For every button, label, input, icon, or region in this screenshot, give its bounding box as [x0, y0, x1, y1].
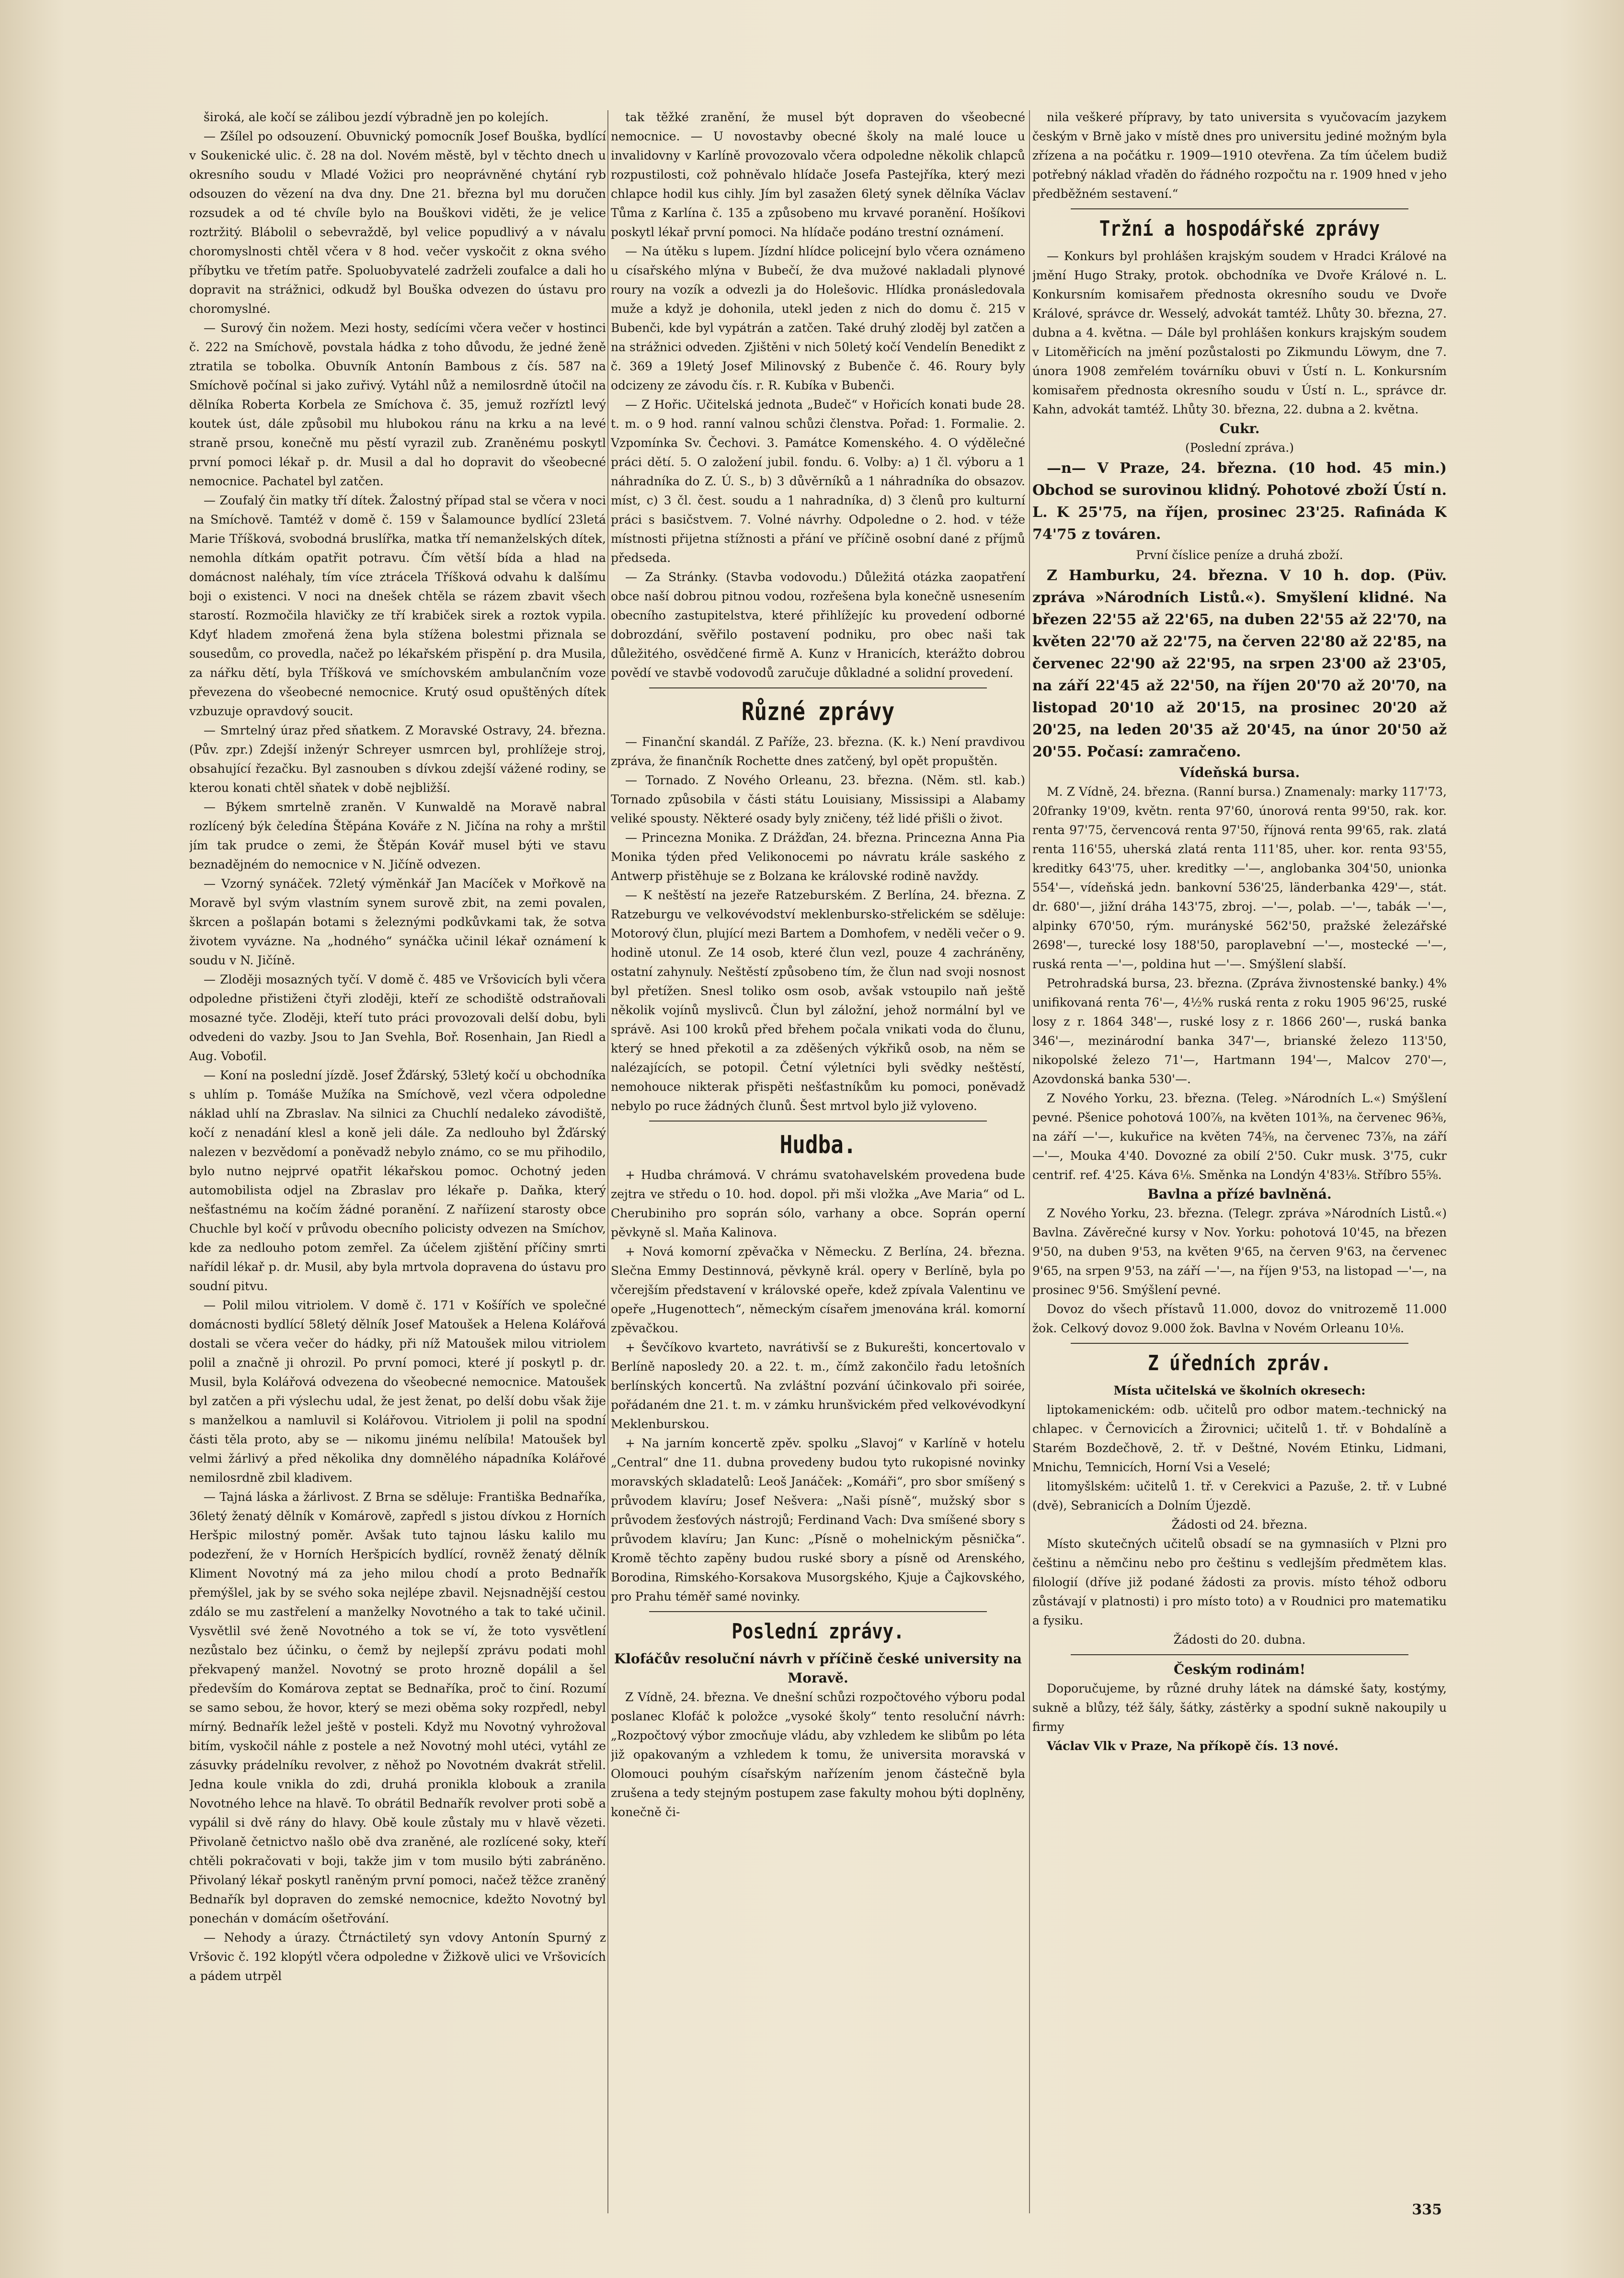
paragraph: — Nehody a úrazy. Čtrnáctiletý syn vdovy Antonín Spurný z Vršovic č. 192 klopýtl včera odpoledne v Žižkově ulici ve Vršovicích a pádem utrpěl [189, 1931, 606, 1983]
paragraph: + Ševčíkovo kvarteto, navrátivší se z Bukurešti, koncertovalo v Berlíně naposledy 20. a 22. t. m., čímž zakončilo řadu letošních berlínských koncertů. Na zvláštní pozvání účinkovalo při soirée, pořádaném dne 21. t. m. v zámku hrunšvickém před velkovévodkyní Meklenburskou. [611, 1340, 1025, 1431]
paragraph: — Princezna Monika. Z Drážďan, 24. března. Princezna Anna Pia Monika týden před Velikonocemi po návratu krále saského z Antwerp přistěhuje se z Bolzana ke královské rodině navždy. [611, 831, 1025, 883]
paragraph: Z Vídně, 24. března. Ve dnešní schůzi rozpočtového výboru podal poslanec Klofáč k položce „vysoké školy“ tento resoluční návrh: „Rozpočtový výbor zmocňuje vládu, aby vzhledem ke slibům po léta již opakovaným a vzhledem k tomu, že universita moravská v Olomouci pouhým císařským nařízením jenom částečně byla zrušena a tedy stejným postupem zase fakulty mohou býti doplněny, konečně či- [611, 1690, 1025, 1819]
article-title: Klofáčův resoluční návrh v příčině české university na Moravě. [614, 1651, 1022, 1686]
paragraph: —n— V Praze, 24. března. (10 hod. 45 min.) Obchod se surovinou klidný. Pohotové zboží Ústí n. L. K 25'75, na říjen, prosinec 23'25. Rafináda K 74'75 z továren. [1032, 460, 1447, 543]
paragraph: Místa učitelská ve školních okresech: [1113, 1384, 1366, 1397]
paragraph: Žádosti do 20. dubna. [1173, 1633, 1306, 1647]
article-title-videnska-bursa: Vídeňská bursa. [1179, 765, 1300, 780]
section-title-posledni-zpravy: Poslední zprávy. [732, 1619, 904, 1644]
paragraph: liptokamenickém: odb. učitelů pro odbor matem.-technický na chlapec. v Černovicích a Žirovnici; učitelů 1. tř. v Bohdalíně a Starém Bozdečhově, 2. tř. v Deštné, Novém Etinku, Lidmani, Mnichu, Temnicích, Horní Vsi a Veselé; [1032, 1403, 1447, 1474]
paragraph: Petrohradská bursa, 23. března. (Zpráva živnostenské banky.) 4% unifikovaná renta 76'—, 4½% ruská renta z roku 1905 96'25, ruské losy z r. 1864 348'—, ruské losy z r. 1866 260'—, ruská banka 346'—, mezinárodní banka 347'—, brianské železo 113'50, nikopolské železo 71'—, Hartmann 194'—, Malcov 270'—, Azovdonská banka 530'—. [1032, 976, 1447, 1086]
article-title-cukr: Cukr. [1219, 421, 1260, 436]
paragraph: — Na útěku s lupem. Jízdní hlídce policejní bylo včera oznámeno u císařského mlýna v Bubečí, že dva mužové nakladali plynové roury na vozík a odvezli ja do Holešovic. Hlídka pronásledovala muže a když je dohonila, utekl jeden z nich do domu č. 215 v Bubenči, kde byl vypátrán a zatčen. Také druhý zloděj byl zatčen a na strážnici odveden. Zjištěni v nich 50letý kočí Vendelín Benedikt z č. 369 a 19letý Josef Milinovský z Bubenče č. 46. Roury byly odcizeny ze závodu čís. r. R. Kubíka v Bubenči. [611, 244, 1025, 392]
paragraph: Z Nového Yorku, 23. března. (Teleg. »Národních L.«) Smýšlení pevné. Pšenice pohotová 100⅞, na květen 101⅜, na červenec 96⅜, na září —'—, kukuřice na květen 74⅝, na červenec 73⅞, na září —'—, Mouka 4'40. Dovozné za obilí 2'50. Cukr musk. 3'75, cukr centrif. ref. 4'25. Káva 6⅛. Směnka na Londýn 4'83⅛. Stříbro 55⅝. [1032, 1091, 1447, 1182]
paragraph: Z Hamburku, 24. března. V 10 h. dop. (Püv. zpráva »Národních Listů.«). Smyšlení klidné. Na březen 22'55 až 22'65, na duben 22'55 až 22'70, na květen 22'70 až 22'75, na červen 22'80 až 22'85, na červenec 22'90 až 22'95, na srpen 23'00 až 23'05, na září 22'45 až 22'50, na říjen 20'70 až 20'70, na listopad 20'10 až 20'15, na prosinec 20'20 až 20'25, na leden 20'35 až 20'45, na únor 20'50 až 20'55. Počasí: zamračeno. [1032, 567, 1447, 760]
section-title-hudba: Hudba. [779, 1131, 857, 1159]
paragraph: Dovoz do všech přístavů 11.000, dovoz do vnitrozemě 11.000 žok. Celkový dovoz 9.000 žok. Bavlna v Novém Orleanu 10⅛. [1032, 1302, 1447, 1335]
paragraph: — Býkem smrtelně zraněn. V Kunwaldě na Moravě nabral rozlícený býk čeledína Štěpána Kováře z N. Jičína na rohy a mrštil jím tak prudce o zemi, že Štěpán Kovář musel býti ve stavu beznadějném do nemocnice v N. Jičíně odvezen. [189, 800, 606, 871]
paragraph: — Za Stránky. (Stavba vodovodu.) Důležitá otázka zaopatření obce naší dobrou pitnou vodou, rozřešena byla konečně usnesením obecního zastupitelstva, které přihlížejíc ku provedení odborné dobrozdání, svěřilo postavení podniku, pro obec naši tak důležitého, osvědčené firmě A. Kunz v Hranicích, kterážto dobrou povědí ve stavbě vodovodů zaručuje důkladné a solidní provedení. [611, 570, 1025, 680]
section-title-trzni-zpravy: Tržní a hospodářské zprávy [1099, 217, 1380, 241]
paragraph: První číslice peníze a druhá zboží. [1136, 548, 1343, 562]
paragraph: široká, ale kočí se zálibou jezdí výbradně jen po kolejích. [204, 110, 549, 124]
paragraph: Místo skutečných učitelů obsadí se na gymnasiích v Plzni pro češtinu a němčinu nebo pro češtinu s vedlejším předmětem klas. filologií (dříve již podané žádosti za provis. místo téhož odboru zůstávají v platnosti) i pro místo toto) a v Roudnici pro matematiku a fysiku. [1032, 1537, 1447, 1627]
paragraph: — Zloději mosazných tyčí. V domě č. 485 ve Vršovicích byli včera odpoledne přistiženi čtyři zloději, kteří ze schodiště odstraňovali mosazné tyče. Zloději, kteří tuto práci provozovali delší dobu, byli odvedeni do vazby. Jsou to Jan Svehla, Boř. Rosenhain, Jan Riedl a Aug. Voboťil. [189, 973, 606, 1063]
divider [649, 687, 987, 688]
article-title-ceskym-rodinam: Českým rodinám! [1174, 1661, 1305, 1677]
article-subtitle: (Poslední zpráva.) [1185, 441, 1294, 455]
divider [1071, 208, 1408, 209]
paragraph: — Tajná láska a žárlivost. Z Brna se sděluje: Františka Bednaříka, 36letý ženatý dělník v Komárově, zapředl s jistou dívkou z Horních Heršpic milostný poměr. Avšak tuto tajnou lásku kalilo mu podezření, že v Horních Heršpicích bydlící, rovněž ženatý dělník Kliment Novotný má za jeho milou chodí a proto Bednařík přemýšlel, jak by se svého soka nejlépe zbavil. Nejsnadnější cestou zdálo se mu zastřelení a manželky Novotného a tak to také učinil. Vysvětlil své ženě Novotného a tok se ví, že toto vysvětlení nezůstalo bez účinku, o čemž by nejlepší zprávu podati mohl překvapený manžel. Novotný se proto hrozně dopálil a šel především do Komárova zeptat se Bednaříka, proč to činí. Rozumí se samo sebou, že hovor, který se mezi oběma soky rozpředl, nebyl mírný. Bednařík ležel ještě v posteli. Když mu Novotný vyhrožoval bitím, vyskočil náhle z postele a než Novotný mohl utéci, vytáhl ze zásuvky prádelníku revolver, z něhož po Novotném dvakrát střelil. Jedna koule vnikla do zdi, druhá pronikla klobouk a zranila Novotného lehce na hlavě. To obrátil Bednařík revolver proti sobě a vypálil si dvě rány do hlavy. Obě koule zůstaly mu v hlavě vězeti. Přivolaně četnictvo našlo obě dva zraněné, ale rozlícené soky, kteří chtěli pokračovati v boji, takže jim v tom musilo býti zabráněno. Přivolaný lékař poskytl raněným první pomoci, načež těžce zraněný Bednařík byl dopraven do zemské nemocnice, kdežto Novotný byl ponechán v domácím ošetřování. [189, 1490, 606, 1925]
section-title-ruzne-zpravy: Různé zprávy [741, 698, 895, 726]
divider [649, 1121, 987, 1122]
paragraph: litomyšlském: učitelů 1. tř. v Cerekvici a Pazuše, 2. tř. v Lubné (dvě), Sebranicích a Dolním Újezdě. [1032, 1479, 1447, 1512]
section-title-z-uradnich-zprav: Z úředních zpráv. [1148, 1351, 1331, 1375]
article-title-bavlna: Bavlna a přízé bavlněná. [1147, 1186, 1332, 1202]
paragraph: — K neštěstí na jezeře Ratzeburském. Z Berlína, 24. března. Z Ratzeburgu ve velkovévodství meklenbursko-střelickém se sděluje: Motorový člun, plující mezi Bartem a Domhofem, v neděli večer o 9. hodině utonul. Ze 14 osob, které člun vezl, pouze 4 zachráněny, ostatní zahynuly. Neštěstí způsobeno tím, že člun nad svoji nosnost byl přetížen. Snesl toliko osm osob, avšak vstoupilo naň ještě několik vojínů myslivců. Člun byl záložní, jehož normální byl ve správě. Asi 100 kroků před břehem počala vnikati voda do člunu, který se hned překotil a za zděšených výkřiků osob, na něm se nalézajících, se potopil. Četní výletníci byli svědky neštěstí, nemohouce nikterak přispěti nešťastníkům ku pomoci, poněvadž nebylo po ruce žádných člunů. Šest mrtvol bylo již vyloveno. [611, 888, 1025, 1113]
paragraph: tak těžké zranění, že musel být dopraven do všeobecné nemocnice. — U novostavby obecné školy na malé louce u invalidovny v Karlíně provozovalo včera odpoledne několik chlapců rozpustilosti, což pohněvalo hlídače Josefa Pastejříka, který mezi chlapce hodil kus cihly. Jím byl zasažen 6letý synek dělníka Václav Tůma z Karlína č. 135 a způsobeno mu krvavé poranění. Hošíkovi poskytl lékař první pomoci. Na hlídače podáno trestní oznámení. [611, 110, 1025, 239]
paragraph: — Vzorný synáček. 72letý výměnkář Jan Macíček v Mořkově na Moravě byl svým vlastním synem surově zbit, na zemi povalen, škrcen a pošlapán botami s železnými podkůvkami tak, že sotva životem vyvázne. Na „hodného“ synáčka učinil lékař oznámení k soudu v N. Jičíně. [189, 877, 606, 967]
paragraph: M. Z Vídně, 24. března. (Ranní bursa.) Znamenaly: marky 117'73, 20franky 19'09, květn. renta 97'60, únorová renta 99'50, rak. kor. renta 97'75, červencová renta 97'50, říjnová renta 99'65, rak. zlatá renta 116'55, uherská zlatá renta 111'85, uher. kor. renta 93'55, kreditky 643'75, uher. kreditky —'—, anglobanka 304'50, unionka 554'—, vídeňská jedn. bankovní 536'25, länderbanka 429'—, stát. dr. 680'—, jižní dráha 143'75, zbroj. —'—, polab. —'—, tabák —'—, alpinky 670'50, rým. murányské 562'50, pražské železářské 2698'—, turecké losy 188'50, paroplavební —'—, mostecké —'—, ruská renta —'—, poldina hut —'—. Smýšlení slabší. [1032, 785, 1447, 971]
paragraph: — Zoufalý čin matky tří dítek. Žalostný případ stal se včera v noci na Smíchově. Tamtéž v domě č. 159 v Šalamounce bydlící 23letá Marie Tříšková, svobodná bruslířka, matka tří nemanželských dítek, nemohla dítkám opatřit potravu. Čím větší bída a hlad na domácnost naléhaly, tím více ztrácela Tříšková odvahu k dalšímu boji o existenci. V noci na dnešek chtěla se rázem zbavit všech starostí. Rozmočila hlavičky ze tří krabiček sirek a roztok vypila. Kdyť hladem zmořená žena byla stížena bolestmi přiznala se sousedům, co provedla, načež po lékařském přispění p. dra Musila, za nářku dětí, byla Tříšková ve smíchovském ambulančním voze převezena do všeobecné nemocnice. Krutý osud opuštěných dítek vzbuzuje opravdový soucit. [189, 493, 606, 718]
paragraph: — Polil milou vitriolem. V domě č. 171 v Košířích ve společné domácnosti bydlící 58letý dělník Josef Matoušek a Helena Kolářová dostali se včera večer do hádky, při níž Matoušek milou vitriolem polil a značně ji ohrozil. Po první pomoci, které jí poskytl p. dr. Musil, byla Kolářová odvezena do všeobecné nemocnice. Matoušek byl zatčen a při výslechu udal, že jest ženat, po delší dobu však žije s manželkou a namluvil si Kolářovou. Vitriolem ji polil na spodní části těla proto, aby se — nikomu jinému nelíbila! Matoušek byl velmi žárlivý a před několika dny domnělého nápadníka Kolářové nemilosrdně zbil kladivem. [189, 1298, 606, 1485]
column-rule [607, 110, 608, 2213]
column-3 [1032, 108, 1447, 2225]
paragraph: — Finanční skandál. Z Paříže, 23. března. (K. k.) Není pravdivou zpráva, že finančník Rochette dnes zatčený, byl opět propuštěn. [611, 735, 1025, 768]
paragraph: nila veškeré přípravy, by tato universita s vyučovacím jazykem českým v Brně jako v místě dnes pro universitu jediné možným byla zřízena a na počátku r. 1909—1910 otevřena. Za tím účelem budiž potřebný náklad vřaděn do řádného rozpočtu na r. 1909 hned v jeho předběžném sestavení.“ [1032, 110, 1447, 201]
paragraph: — Tornado. Z Nového Orleanu, 23. března. (Něm. stl. kab.) Tornado způsobila v části státu Louisiany, Mississipi a Alabamy veliké spousty. Některé osady byly zničeny, též lidé přišli o život. [611, 773, 1025, 825]
divider [649, 1611, 987, 1612]
divider [1071, 1343, 1408, 1344]
paragraph: + Nová komorní zpěvačka v Německu. Z Berlína, 24. března. Slečna Emmy Destinnová, pěvkyně král. opery v Berlíně, byla po včerejším představení v královské opeře, kdež zpívala Valentinu ve opeře „Hugenottech“, německým císařem jmenována král. komorní zpěvačkou. [611, 1245, 1025, 1335]
firm-name: Václav Vlk v Praze, Na příkopě čís. 13 nové. [1047, 1739, 1338, 1753]
paragraph: — Surový čin nožem. Mezi hosty, sedícími včera večer v hostinci č. 222 na Smíchově, povstala hádka z toho důvodu, že jedné ženě ztratila se tobolka. Obuvník Antonín Bambous z čís. 587 na Smíchově počínal si jako zuřivý. Vytáhl nůž a nemilosrdně útočil na dělníka Roberta Korbela ze Smíchova č. 35, jemuž rozříztl levý koutek úst, dále způsobil mu hlubokou ránu na krku a na levé straně prsou, konečně mu pěstí vyrazil zub. Zraněnému poskytl první pomoci lékař p. dr. Musil a dal ho dopravit do všeobecné nemocnice. Pachatel byl zatčen. [189, 321, 606, 488]
paragraph: — Konkurs byl prohlášen krajským soudem v Hradci Králové na jmění Hugo Straky, protok. obchodníka ve Dvoře Králové n. L. Konkursním komisařem přednosta okresního soudu ve Dvoře Králové, správce dr. Wesselý, advokát tamtéž. Lhůty 30. března, 27. dubna a 4. května. — Dále byl prohlášen konkurs krajským soudem v Litoměřicích na jmění pozůstalosti po Zikmundu Löwym, dne 7. února 1908 zemřelém továrníku obuvi v Ústí n. L. Konkursním komisařem přednosta okresního soudu v Ústí n. L., správce dr. Kahn, advokát tamtéž. Lhůty 30. března, 22. dubna a 2. května. [1032, 249, 1447, 416]
paragraph: — Z Hořic. Učitelská jednota „Budeč“ v Hořicích konati bude 28. t. m. o 9 hod. ranní valnou schůzi členstva. Pořad: 1. Formalie. 2. Vzpomínka Sv. Čechovi. 3. Památce Komenského. 4. O výdělečné práci dětí. 5. O založení jubil. fondu. 6. Volby: a) 1 čl. výboru a 1 náhradníka do Z. Ú. S., b) 3 důvěrníků a 1 náhradníka do obsazov. míst, c) 3 čl. čest. soudu a 1 nahradníka, d) 3 členů pro kulturní práci s basičstvem. 7. Volné návrhy. Odpoledne o 2. hod. v téže místnosti přijetna stížnosti a přání ve příčině osobní dané z příjmů předseda. [611, 398, 1025, 565]
column-2 [611, 108, 1025, 2225]
page-number: 335 [1412, 2201, 1442, 2218]
paragraph: Z Nového Yorku, 23. března. (Telegr. zpráva »Národních Listů.«) Bavlna. Závěrečné kursy v Nov. Yorku: pohotová 10'45, na březen 9'50, na duben 9'53, na květen 9'65, na červen 9'63, na červenec 9'65, na srpen 9'53, na září —'—, na říjen 9'53, na listopad —'—, na prosinec 9'56. Smýšlení pevné. [1032, 1206, 1447, 1297]
paragraph: — Zšílel po odsouzení. Obuvnický pomocník Josef Bouška, bydlící v Soukenické ulic. č. 28 na dol. Novém městě, byl v těchto dnech u okresního soudu v Mladé Vožici pro neoprávněné chytání ryb odsouzen do vězení na dva dny. Dne 21. března byl mu doručen rozsudek a od té chvíle bylo na Bouškovi viděti, že je velice roztržitý. Blábolil o sebevraždě, byl velice popudlivý a v návalu choromyslnosti chtěl včera v 8 hod. večer vyskočit z okna svého příbytku ve třetím patře. Spoluobyvatelé zadrželi zoufalce a dali ho dopravit na strážnici, odkudž byl Bouška odvezen do ústavu pro choromyslné. [189, 129, 606, 316]
paragraph: — Smrtelný úraz před sňatkem. Z Moravské Ostravy, 24. března. (Pův. zpr.) Zdejší inženýr Schreyer usmrcen byl, prohlížeje stroj, obsahující řezačku. Byl zasnouben s dívkou zdejší vážené rodiny, se kterou konati chtěl sňatek v době nejbližší. [189, 723, 606, 795]
column-rule [1029, 110, 1030, 2213]
paragraph: Doporučujeme, by různé druhy látek na dámské šaty, kostýmy, sukně a blůzy, též šály, šátky, zástěrky a spodní sukně nakoupily u firmy [1032, 1682, 1447, 1734]
column-1 [189, 108, 606, 2225]
paragraph: — Koní na poslední jízdě. Josef Žďárský, 53letý kočí u obchodníka s uhlím p. Tomáše Mužíka na Smíchově, vezl včera odpoledne náklad uhlí na Zbraslav. Na silnici za Chuchlí nedaleko závodiště, kočí z nenadání klesl a koně jeli dále. Za nedlouho byl Žďárský nalezen v bezvědomí a poněvadž nebylo známo, co se mu přihodilo, bylo nutno nejprvé opatřit lékařskou pomoc. Ochotný jeden automobilista odjel na Zbraslav pro lékaře p. Daňka, který nešťastnému na kočím žádné poranění. Z naříizení starosty obce Chuchle byl kočí v průvodu obecního policisty odvezen na Smíchov, kde za nedlouho potom zemřel. Za účelem zjištění příčiny smrti nařídil lékař p. dr. Musil, aby byla mrtvola dopravena do ústavu pro soudní pitvu. [189, 1068, 606, 1293]
divider [1071, 1654, 1408, 1655]
paragraph: + Hudba chrámová. V chrámu svatohavelském provedena bude zejtra ve středu o 10. hod. dopol. při mši vložka „Ave Maria“ od L. Cherubiniho pro soprán sólo, varhany a obce. Soprán operní pěvkyně sl. Maňa Kalinova. [611, 1168, 1025, 1239]
paragraph: + Na jarním koncertě zpěv. spolku „Slavoj“ v Karlíně v hotelu „Central“ dne 11. dubna provedeny budou tyto rukopisné novinky moravských skladatelů: Leoš Janáček: „Komáři“, pro sbor smíšený s průvodem klavíru; Josef Nešvera: „Naši písně“, mužský sbor s průvodem žesťových nástrojů; Ferdinand Vach: Dva smíšené sbory s průvodem klavíru; Jan Kunc: „Písně o mohelnickým pěsnička“. Kromě těchto zapěny budou ruské sbory a písně od Arenského, Borodina, Rimského-Korsakova Musorgského, Kjuje a Čajkovského, pro Prahu téměř samé novinky. [611, 1436, 1025, 1603]
paragraph: Žádosti od 24. března. [1171, 1518, 1308, 1532]
